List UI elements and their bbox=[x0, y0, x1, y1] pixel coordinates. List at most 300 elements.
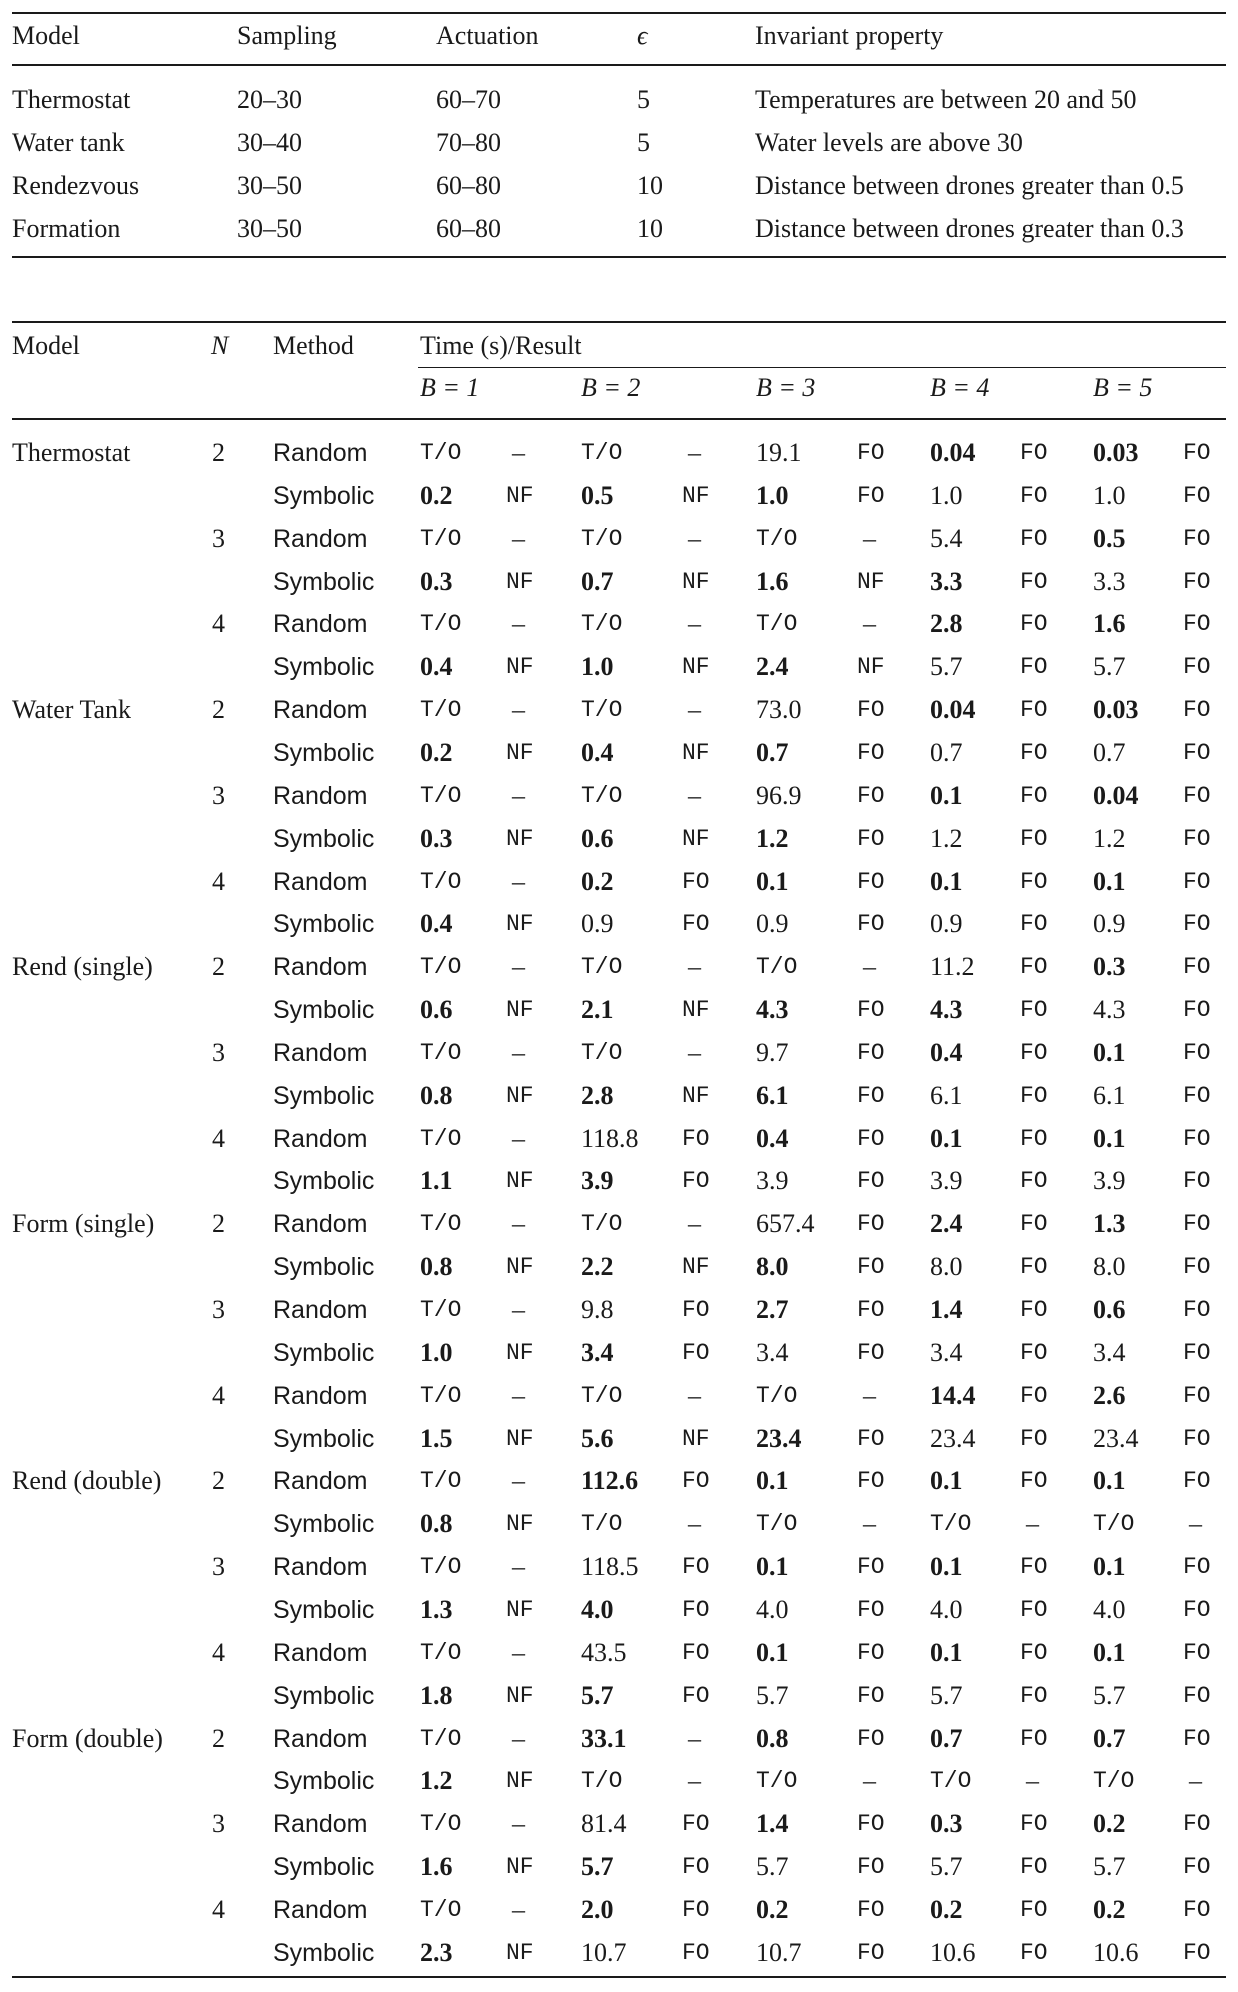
table2-time-value: 4.0 bbox=[930, 1594, 963, 1624]
table2-time-value: 0.1 bbox=[1093, 1037, 1126, 1067]
table1-cell: 60–80 bbox=[436, 214, 501, 243]
table2-result-value: FO bbox=[1020, 1939, 1048, 1966]
table2-result-value: FO bbox=[1183, 911, 1211, 938]
table2-time-value: T/O bbox=[420, 1811, 462, 1838]
table2-method-label: Symbolic bbox=[273, 1167, 375, 1196]
table2-method-label: Symbolic bbox=[273, 910, 375, 939]
table2-method-label: Random bbox=[273, 1553, 368, 1582]
table2-time-value: T/O bbox=[581, 954, 623, 981]
table2-result-value: FO bbox=[1183, 482, 1211, 509]
table2-result-value: NF bbox=[506, 482, 534, 509]
table2-result-value: – bbox=[863, 1380, 876, 1410]
table2-method-label: Random bbox=[273, 610, 368, 639]
table2-result-value: FO bbox=[1183, 440, 1211, 466]
table2-result-value: FO bbox=[1020, 1639, 1048, 1666]
table2-time-value: 5.7 bbox=[930, 1852, 963, 1882]
table2-result-value: FO bbox=[1020, 654, 1048, 681]
table2-time-value: 2.4 bbox=[756, 652, 789, 682]
table2-result-value: – bbox=[512, 952, 525, 982]
table2-time-value: 0.2 bbox=[1093, 1894, 1126, 1924]
table2-result-value: FO bbox=[857, 1211, 885, 1238]
table2-time-value: 0.1 bbox=[756, 1637, 789, 1667]
table2-time-value: T/O bbox=[420, 1896, 462, 1923]
table2-result-value: FO bbox=[1183, 1811, 1211, 1838]
table1-cell: 30–50 bbox=[237, 171, 302, 200]
table2-time-value: 2.4 bbox=[930, 1209, 963, 1239]
table2-result-value: FO bbox=[1183, 1168, 1211, 1195]
table1-cell: 30–50 bbox=[237, 214, 302, 243]
table2-method-label: Symbolic bbox=[273, 1681, 375, 1710]
table2-time-value: 1.0 bbox=[1093, 480, 1126, 510]
table2-result-value: FO bbox=[1020, 1297, 1048, 1323]
table2-result-value: FO bbox=[1183, 1596, 1211, 1623]
table2-header-n: N bbox=[211, 331, 229, 360]
table2-result-value: FO bbox=[1183, 1211, 1211, 1238]
table2-result-value: FO bbox=[857, 1896, 885, 1923]
table2-result-value: FO bbox=[857, 868, 885, 895]
table2-result-value: FO bbox=[682, 1468, 710, 1495]
table2-n-label: 3 bbox=[212, 1037, 225, 1067]
table2-result-value: FO bbox=[682, 1811, 710, 1838]
table1-header-invariant: Invariant property bbox=[755, 21, 944, 50]
table2-time-value: 2.8 bbox=[930, 609, 963, 639]
table2-result-value: FO bbox=[1020, 1211, 1048, 1238]
table2-result-value: FO bbox=[1020, 1725, 1048, 1752]
table2-time-value: 10.6 bbox=[930, 1937, 976, 1967]
table2-time-value: 0.8 bbox=[420, 1509, 453, 1539]
table2-result-value: FO bbox=[682, 1339, 710, 1366]
table2-time-value: 5.4 bbox=[930, 523, 963, 553]
table2-result-value: FO bbox=[1020, 1039, 1048, 1066]
table2-result-value: FO bbox=[1183, 525, 1211, 552]
table2-time-value: 0.2 bbox=[581, 866, 614, 896]
table2-time-value: 23.4 bbox=[1093, 1423, 1139, 1453]
table2-result-value: – bbox=[512, 1466, 525, 1496]
table2-b-header: B = 2 bbox=[581, 373, 641, 402]
table2-result-value: FO bbox=[857, 1725, 885, 1752]
table2-result-value: – bbox=[512, 695, 525, 725]
table2-result-value: FO bbox=[1183, 1468, 1211, 1495]
table2-result-value: FO bbox=[1020, 1682, 1048, 1709]
table2-n-label: 3 bbox=[212, 1552, 225, 1582]
table2-time-value: 6.1 bbox=[1093, 1080, 1126, 1110]
table2-time-value: 4.3 bbox=[930, 995, 963, 1025]
table2-result-value: FO bbox=[1183, 997, 1211, 1024]
table2-time-value: 2.3 bbox=[420, 1937, 453, 1967]
table2-time-value: 2.2 bbox=[581, 1252, 614, 1282]
table2-time-value: 5.7 bbox=[581, 1852, 614, 1882]
table2-result-value: FO bbox=[1020, 1854, 1048, 1881]
table2-method-label: Symbolic bbox=[273, 1853, 375, 1882]
table2-result-value: – bbox=[512, 866, 525, 896]
table2-result-value: FO bbox=[1183, 1039, 1211, 1066]
table2-result-value: FO bbox=[1183, 1939, 1211, 1966]
table2-result-value: FO bbox=[857, 1811, 885, 1838]
table2-method-label: Symbolic bbox=[273, 1424, 375, 1453]
table2-result-value: FO bbox=[682, 1682, 710, 1709]
table2-result-value: NF bbox=[506, 1168, 534, 1195]
table2-result-value: FO bbox=[1183, 1297, 1211, 1323]
table2-model-label: Form (single) bbox=[12, 1209, 155, 1239]
table2-result-value: FO bbox=[857, 1168, 885, 1195]
table2-result-value: – bbox=[863, 952, 876, 982]
table2-time-value: 5.7 bbox=[1093, 652, 1126, 682]
table2-result-value: FO bbox=[857, 482, 885, 509]
table2-result-value: – bbox=[512, 1637, 525, 1667]
table2-time-value: 1.5 bbox=[420, 1423, 453, 1453]
table2-time-value: 4.0 bbox=[1093, 1594, 1126, 1624]
table2-header-model: Model bbox=[12, 331, 80, 360]
table2-time-value: 0.4 bbox=[420, 652, 453, 682]
table2-time-value: 5.7 bbox=[581, 1680, 614, 1710]
table2-result-value: NF bbox=[506, 1511, 534, 1538]
table2-result-value: FO bbox=[857, 739, 885, 766]
table2-result-value: – bbox=[1189, 1509, 1202, 1539]
table2-time-value: 14.4 bbox=[930, 1380, 976, 1410]
table2-result-value: NF bbox=[506, 654, 534, 681]
table2-result-value: – bbox=[512, 1209, 525, 1239]
table2-n-label: 3 bbox=[212, 1809, 225, 1839]
table2-result-value: FO bbox=[857, 825, 885, 852]
table2-time-value: 118.8 bbox=[581, 1123, 639, 1153]
table2-result-value: – bbox=[512, 1037, 525, 1067]
table2-time-value: 2.0 bbox=[581, 1894, 614, 1924]
table2-time-value: 8.0 bbox=[1093, 1252, 1126, 1282]
table2-result-value: – bbox=[688, 1723, 701, 1753]
table2-time-value: 0.9 bbox=[581, 909, 614, 939]
table2-time-value: 0.04 bbox=[1093, 780, 1139, 810]
table2-time-value: 5.6 bbox=[581, 1423, 614, 1453]
table2-time-value: 1.1 bbox=[420, 1166, 453, 1196]
table2-result-value: FO bbox=[857, 1468, 885, 1495]
table2-time-value: 0.4 bbox=[756, 1123, 789, 1153]
table2-result-value: – bbox=[512, 438, 525, 467]
table2-time-value: 4.3 bbox=[1093, 995, 1126, 1025]
table2-time-value: T/O bbox=[581, 1768, 623, 1795]
table2-time-value: 2.7 bbox=[756, 1295, 789, 1324]
table2-time-value: T/O bbox=[756, 1511, 798, 1538]
table1-cell: Distance between drones greater than 0.5 bbox=[755, 171, 1184, 200]
table2-result-value: FO bbox=[1020, 997, 1048, 1024]
table2-time-value: T/O bbox=[1093, 1511, 1135, 1538]
table2-method-label: Random bbox=[273, 781, 368, 810]
table2-result-value: FO bbox=[1020, 782, 1048, 809]
table2-time-value: 3.9 bbox=[930, 1166, 963, 1196]
table2-time-value: 0.8 bbox=[420, 1252, 453, 1282]
table1-cell: Water levels are above 30 bbox=[755, 128, 1023, 157]
table2-time-value: T/O bbox=[420, 1039, 462, 1066]
table2-result-value: NF bbox=[506, 1339, 534, 1366]
table2-time-value: 3.4 bbox=[756, 1337, 789, 1367]
table2-time-value: 1.0 bbox=[756, 480, 789, 510]
table2-time-value: 3.3 bbox=[930, 566, 963, 596]
table2-result-value: – bbox=[512, 1894, 525, 1924]
table2-result-value: FO bbox=[682, 1297, 710, 1323]
table2-n-label: 4 bbox=[212, 866, 225, 896]
table2-time-value: 0.1 bbox=[930, 1552, 963, 1582]
table2-time-value: 657.4 bbox=[756, 1209, 815, 1239]
table2-method-label: Random bbox=[273, 1038, 368, 1067]
table2-time-value: 0.7 bbox=[1093, 1723, 1126, 1753]
table2-result-value: FO bbox=[1183, 1254, 1211, 1281]
table2-n-label: 4 bbox=[212, 609, 225, 639]
table2-time-value: T/O bbox=[756, 525, 798, 552]
table2-time-value: T/O bbox=[581, 1211, 623, 1238]
table2-time-value: T/O bbox=[420, 1211, 462, 1238]
table2-result-value: FO bbox=[857, 1297, 885, 1323]
table2-result-value: NF bbox=[506, 1082, 534, 1109]
table2-time-value: T/O bbox=[420, 954, 462, 981]
table1-header-rule bbox=[12, 64, 1226, 66]
table2-result-value: FO bbox=[1183, 782, 1211, 809]
table2-time-value: 33.1 bbox=[581, 1723, 627, 1753]
table2-result-value: FO bbox=[1020, 1339, 1048, 1366]
table2-result-value: FO bbox=[1020, 1896, 1048, 1923]
table2-time-value: 0.1 bbox=[930, 1123, 963, 1153]
table1-cell: Temperatures are between 20 and 50 bbox=[755, 85, 1137, 114]
table2-method-label: Random bbox=[273, 1296, 368, 1324]
table2-time-value: 4.0 bbox=[581, 1594, 614, 1624]
table2-result-value: – bbox=[863, 609, 876, 639]
table2-time-value: 8.0 bbox=[930, 1252, 963, 1282]
table2-result-value: NF bbox=[682, 739, 710, 766]
table2-time-value: 3.9 bbox=[581, 1166, 614, 1196]
table2-result-value: FO bbox=[1020, 1425, 1048, 1452]
table1-top-rule bbox=[12, 12, 1226, 14]
table2-time-value: 1.6 bbox=[756, 566, 789, 596]
table2-result-value: – bbox=[512, 1552, 525, 1582]
table1-cell: 70–80 bbox=[436, 128, 501, 157]
table2-time-value: 4.3 bbox=[756, 995, 789, 1025]
table2-result-value: NF bbox=[682, 997, 710, 1024]
table2-method-label: Random bbox=[273, 1381, 368, 1410]
table2-time-value: 0.3 bbox=[420, 823, 453, 853]
table2-result-value: FO bbox=[1183, 868, 1211, 895]
table2-time-value: 0.9 bbox=[1093, 909, 1126, 939]
table2-method-label: Symbolic bbox=[273, 1253, 375, 1282]
table2-n-label: 4 bbox=[212, 1637, 225, 1667]
table2-time-value: 0.1 bbox=[1093, 1466, 1126, 1496]
table2-time-value: 0.9 bbox=[756, 909, 789, 939]
table2-result-value: – bbox=[863, 1766, 876, 1796]
table2-result-value: – bbox=[512, 1809, 525, 1839]
table2-n-label: 2 bbox=[212, 695, 225, 725]
table2-result-value: FO bbox=[857, 1082, 885, 1109]
table2-result-value: – bbox=[1026, 1509, 1039, 1539]
table2-result-value: FO bbox=[1183, 1425, 1211, 1452]
table2-time-value: 43.5 bbox=[581, 1637, 627, 1667]
table2-method-label: Symbolic bbox=[273, 567, 375, 596]
table2-result-value: NF bbox=[857, 568, 885, 595]
table2-result-value: NF bbox=[506, 825, 534, 852]
table2-result-value: – bbox=[863, 1509, 876, 1539]
table2-result-value: – bbox=[512, 1723, 525, 1753]
table2-time-value: T/O bbox=[420, 1382, 462, 1409]
table2-result-value: FO bbox=[1020, 1382, 1048, 1409]
table1-header-epsilon: ϵ bbox=[637, 21, 648, 50]
table2-time-value: 0.6 bbox=[1093, 1295, 1126, 1324]
table2-result-value: FO bbox=[682, 1854, 710, 1881]
table2-time-value: 2.8 bbox=[581, 1080, 614, 1110]
table2-time-value: 0.1 bbox=[756, 1466, 789, 1496]
table2-result-value: – bbox=[688, 438, 701, 467]
table1-bottom-rule bbox=[12, 256, 1226, 258]
table2-method-label: Symbolic bbox=[273, 1938, 375, 1967]
table2-n-label: 2 bbox=[212, 438, 225, 467]
table2-b-header: B = 3 bbox=[756, 373, 816, 402]
table2-method-label: Symbolic bbox=[273, 824, 375, 853]
table2-time-value: 4.0 bbox=[756, 1594, 789, 1624]
table2-result-value: FO bbox=[1020, 525, 1048, 552]
table2-time-value: T/O bbox=[581, 1039, 623, 1066]
table2-result-value: FO bbox=[1183, 1339, 1211, 1366]
table2-time-value: 3.4 bbox=[581, 1337, 614, 1367]
table2-time-value: T/O bbox=[420, 1554, 462, 1581]
table2-result-value: FO bbox=[1183, 1682, 1211, 1709]
table2-result-value: FO bbox=[857, 997, 885, 1024]
table2-time-value: 0.3 bbox=[930, 1809, 963, 1839]
table2-result-value: NF bbox=[682, 568, 710, 595]
table2-method-label: Random bbox=[273, 1210, 368, 1239]
table2-time-value: T/O bbox=[756, 954, 798, 981]
table2-result-value: FO bbox=[1020, 697, 1048, 724]
table2-result-value: NF bbox=[682, 1082, 710, 1109]
table2-result-value: – bbox=[688, 952, 701, 982]
table2-model-label: Rend (double) bbox=[12, 1466, 162, 1496]
table2-result-value: FO bbox=[1183, 1854, 1211, 1881]
table2-time-value: T/O bbox=[756, 611, 798, 638]
table2-time-value: 6.1 bbox=[756, 1080, 789, 1110]
table2-time-value: 0.7 bbox=[581, 566, 614, 596]
table2-time-value: 73.0 bbox=[756, 695, 802, 725]
table2-time-value: 19.1 bbox=[756, 438, 802, 467]
table2-time-value: 0.9 bbox=[930, 909, 963, 939]
table2-result-value: NF bbox=[506, 568, 534, 595]
table2-result-value: – bbox=[512, 1295, 525, 1324]
table2-time-value: 0.1 bbox=[1093, 1552, 1126, 1582]
table2-n-label: 4 bbox=[212, 1380, 225, 1410]
table2-time-value: 5.7 bbox=[756, 1680, 789, 1710]
table2-result-value: NF bbox=[506, 1682, 534, 1709]
table2-time-value: 9.8 bbox=[581, 1295, 614, 1324]
table2-time-value: T/O bbox=[420, 440, 462, 466]
table2-time-value: 1.4 bbox=[756, 1809, 789, 1839]
table2-time-value: 0.1 bbox=[930, 1637, 963, 1667]
table2-time-value: 0.3 bbox=[420, 566, 453, 596]
table2-result-value: – bbox=[688, 1037, 701, 1067]
table2-n-label: 2 bbox=[212, 1209, 225, 1239]
table2-time-value: T/O bbox=[420, 697, 462, 724]
table2-time-value: 0.8 bbox=[420, 1080, 453, 1110]
table2-result-value: FO bbox=[857, 1596, 885, 1623]
table2-time-value: 118.5 bbox=[581, 1552, 639, 1582]
table2-result-value: – bbox=[688, 523, 701, 553]
table2-result-value: FO bbox=[1020, 911, 1048, 938]
table1-cell: 10 bbox=[637, 171, 663, 200]
table1-cell: 5 bbox=[637, 128, 650, 157]
table1-cell: 30–40 bbox=[237, 128, 302, 157]
table2-result-value: FO bbox=[857, 1639, 885, 1666]
table2-result-value: FO bbox=[1183, 825, 1211, 852]
table2-time-value: 0.2 bbox=[930, 1894, 963, 1924]
table2-bottom-rule bbox=[12, 1976, 1226, 1978]
table1-cell: 60–70 bbox=[436, 85, 501, 114]
table1-cell: 20–30 bbox=[237, 85, 302, 114]
table2-result-value: FO bbox=[1020, 954, 1048, 981]
table2-n-label: 3 bbox=[212, 1295, 225, 1324]
table2-result-value: NF bbox=[857, 654, 885, 681]
table2-result-value: FO bbox=[682, 1125, 710, 1152]
table2-time-value: 3.3 bbox=[1093, 566, 1126, 596]
table2-result-value: FO bbox=[1020, 868, 1048, 895]
table2-result-value: FO bbox=[1020, 1554, 1048, 1581]
table2-result-value: FO bbox=[1020, 482, 1048, 509]
table2-time-value: 81.4 bbox=[581, 1809, 627, 1839]
table2-result-value: NF bbox=[506, 997, 534, 1024]
table2-time-value: 0.2 bbox=[1093, 1809, 1126, 1839]
table2-method-label: Symbolic bbox=[273, 1081, 375, 1110]
table2-method-label: Symbolic bbox=[273, 481, 375, 510]
table2-time-value: T/O bbox=[756, 1768, 798, 1795]
table2-result-value: NF bbox=[506, 1939, 534, 1966]
table2-b-header: B = 1 bbox=[420, 373, 480, 402]
table2-time-value: 1.0 bbox=[420, 1337, 453, 1367]
table2-model-label: Form (double) bbox=[12, 1723, 163, 1753]
table2-result-value: FO bbox=[1183, 611, 1211, 638]
table2-time-value: 5.7 bbox=[930, 652, 963, 682]
table2-n-label: 3 bbox=[212, 523, 225, 553]
table2-time-value: 0.1 bbox=[930, 780, 963, 810]
table2-result-value: FO bbox=[857, 1939, 885, 1966]
table2-result-value: FO bbox=[857, 440, 885, 466]
table2-result-value: – bbox=[512, 1380, 525, 1410]
table2-result-value: – bbox=[512, 609, 525, 639]
table2-result-value: FO bbox=[857, 1554, 885, 1581]
table2-result-value: FO bbox=[1020, 1811, 1048, 1838]
table2-method-label: Random bbox=[273, 867, 368, 896]
table2-time-value: 3.9 bbox=[756, 1166, 789, 1196]
table2-result-value: FO bbox=[1183, 697, 1211, 724]
table2-time-value: 23.4 bbox=[756, 1423, 802, 1453]
table2-model-label: Thermostat bbox=[12, 438, 131, 467]
table2-header-method: Method bbox=[273, 331, 354, 360]
table2-result-value: – bbox=[688, 780, 701, 810]
table2-time-value: 0.1 bbox=[1093, 1637, 1126, 1667]
table2-header-time-result: Time (s)/Result bbox=[420, 331, 582, 360]
table2-result-value: FO bbox=[857, 1425, 885, 1452]
table1-cell: 60–80 bbox=[436, 171, 501, 200]
table2-time-value: 5.7 bbox=[1093, 1852, 1126, 1882]
table2-time-value: T/O bbox=[581, 611, 623, 638]
table2-result-value: FO bbox=[1183, 1725, 1211, 1752]
table2-time-value: 1.2 bbox=[420, 1766, 453, 1796]
table2-result-value: NF bbox=[682, 1254, 710, 1281]
table2-method-label: Symbolic bbox=[273, 1767, 375, 1796]
table2-time-value: 3.4 bbox=[930, 1337, 963, 1367]
table2-result-value: FO bbox=[1020, 1082, 1048, 1109]
table2-time-value: 3.4 bbox=[1093, 1337, 1126, 1367]
table2-time-value: 0.04 bbox=[930, 695, 976, 725]
table2-header-rule bbox=[12, 418, 1226, 420]
table2-n-label: 4 bbox=[212, 1123, 225, 1153]
table2-method-label: Random bbox=[273, 1467, 368, 1496]
table1-cell: Rendezvous bbox=[12, 171, 140, 200]
table2-result-value: NF bbox=[682, 482, 710, 509]
table2-result-value: FO bbox=[1183, 1554, 1211, 1581]
table2-time-value: 0.2 bbox=[420, 737, 453, 767]
table2-time-value: 1.2 bbox=[1093, 823, 1126, 853]
table2-time-value: 0.1 bbox=[756, 866, 789, 896]
